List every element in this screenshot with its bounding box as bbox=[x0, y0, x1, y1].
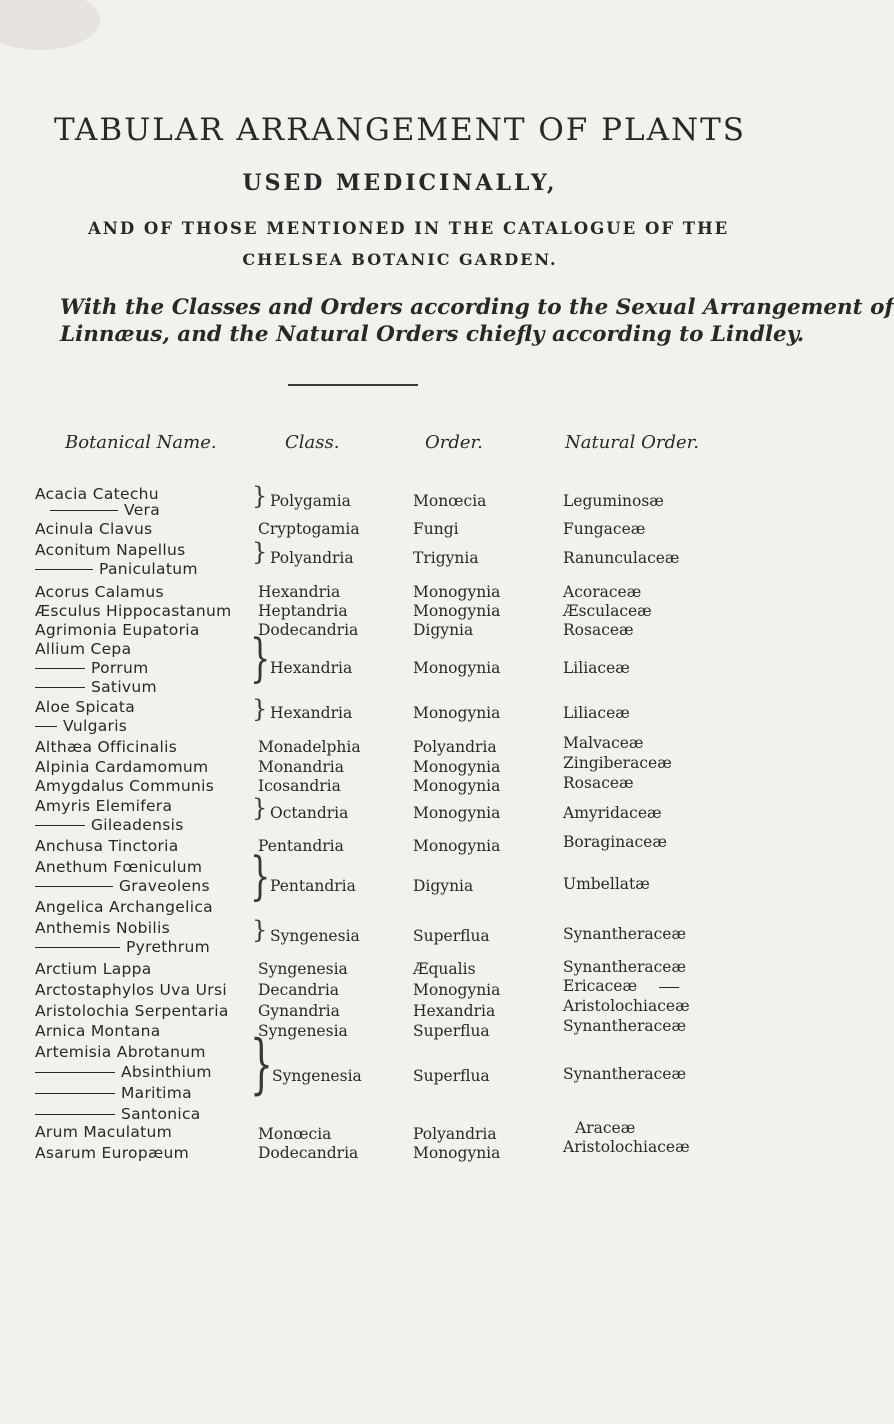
botanical-name: Angelica Archangelica bbox=[35, 898, 213, 916]
order-cell: Trigynia bbox=[413, 549, 479, 567]
brace-bracket: } bbox=[252, 695, 268, 723]
natural-order-cell: Ericaceæ bbox=[563, 978, 685, 995]
botanical-name: Acacia Catechu bbox=[35, 485, 159, 503]
natural-order-cell: Aristolochiaceæ bbox=[563, 997, 690, 1015]
order-cell: Monogynia bbox=[413, 758, 501, 776]
botanical-name-variety: Vulgaris bbox=[35, 718, 127, 735]
botanical-name: Anethum Fœniculum bbox=[35, 858, 203, 876]
natural-order-cell: Liliaceæ bbox=[563, 704, 630, 722]
intro-line-1: With the Classes and Orders according to the Sexual Arrangement of bbox=[60, 295, 894, 320]
botanical-name-variety: Maritima bbox=[35, 1085, 192, 1102]
subtitle-garden: CHELSEA BOTANIC GARDEN. bbox=[242, 250, 558, 269]
class-cell: Hexandria bbox=[258, 583, 341, 601]
botanical-name-variety: Pyrethrum bbox=[35, 939, 210, 956]
botanical-name-variety: Graveolens bbox=[35, 878, 210, 895]
natural-order-cell: Zingiberaceæ bbox=[563, 754, 672, 772]
subtitle-used-medicinally: USED MEDICINALLY, bbox=[242, 170, 558, 196]
natural-order-cell: Amyridaceæ bbox=[563, 804, 662, 822]
natural-order-cell: Synantheraceæ bbox=[563, 958, 687, 976]
order-cell: Monogynia bbox=[413, 777, 501, 795]
order-cell: Monœcia bbox=[413, 492, 487, 510]
order-cell: Æqualis bbox=[413, 960, 476, 978]
order-cell: Polyandria bbox=[413, 738, 497, 756]
order-cell: Digynia bbox=[413, 877, 474, 895]
order-cell: Fungi bbox=[413, 520, 459, 538]
header-order: Order. bbox=[425, 432, 483, 453]
class-cell: Octandria bbox=[270, 804, 349, 822]
header-natural-order: Natural Order. bbox=[565, 432, 700, 453]
botanical-name: Acorus Calamus bbox=[35, 583, 164, 601]
natural-order-cell: Synantheraceæ bbox=[563, 1065, 687, 1083]
header-botanical-name: Botanical Name. bbox=[65, 432, 217, 453]
botanical-name: Asarum Europæum bbox=[35, 1144, 190, 1162]
class-cell: Decandria bbox=[258, 981, 340, 999]
brace-bracket: } bbox=[250, 1028, 273, 1102]
order-cell: Superflua bbox=[413, 1022, 490, 1040]
order-cell: Monogynia bbox=[413, 602, 501, 620]
class-cell: Syngenesia bbox=[258, 1022, 348, 1040]
botanical-name: Arnica Montana bbox=[35, 1022, 161, 1040]
class-cell: Polyandria bbox=[270, 549, 354, 567]
class-cell: Monandria bbox=[258, 758, 344, 776]
class-cell: Heptandria bbox=[258, 602, 348, 620]
order-cell: Superflua bbox=[413, 1067, 490, 1085]
natural-order-cell: Malvaceæ bbox=[563, 734, 644, 752]
botanical-name: Aloe Spicata bbox=[35, 698, 136, 716]
natural-order-cell: Acoraceæ bbox=[563, 583, 642, 601]
natural-order-cell: Fungaceæ bbox=[563, 520, 646, 538]
botanical-name: Acinula Clavus bbox=[35, 520, 153, 538]
botanical-name-variety: Absinthium bbox=[35, 1064, 212, 1081]
botanical-name: Arum Maculatum bbox=[35, 1123, 173, 1141]
botanical-name-variety: Gileadensis bbox=[35, 817, 184, 834]
natural-order-cell: Leguminosæ bbox=[563, 492, 664, 510]
brace-bracket: } bbox=[250, 627, 271, 689]
botanical-name: Althæa Officinalis bbox=[35, 738, 178, 756]
natural-order-cell: Rosaceæ bbox=[563, 621, 634, 639]
page-stain bbox=[0, 0, 100, 50]
natural-order-cell: Boraginaceæ bbox=[563, 833, 667, 851]
class-cell: Syngenesia bbox=[272, 1067, 362, 1085]
botanical-name: Arctium Lappa bbox=[35, 960, 152, 978]
brace-bracket: } bbox=[252, 916, 268, 944]
class-cell: Dodecandria bbox=[258, 1144, 359, 1162]
order-cell: Monogynia bbox=[413, 704, 501, 722]
botanical-name-variety: Sativum bbox=[35, 679, 157, 696]
order-cell: Monogynia bbox=[413, 804, 501, 822]
order-cell: Monogynia bbox=[413, 659, 501, 677]
subtitle-catalogue: AND OF THOSE MENTIONED IN THE CATALOGUE OF THE bbox=[88, 219, 730, 238]
order-cell: Digynia bbox=[413, 621, 474, 639]
class-cell: Gynandria bbox=[258, 1002, 340, 1020]
order-cell: Superflua bbox=[413, 927, 490, 945]
class-cell: Polygamia bbox=[270, 492, 351, 510]
class-cell: Hexandria bbox=[270, 704, 353, 722]
botanical-name: Aconitum Napellus bbox=[35, 541, 186, 559]
brace-bracket: } bbox=[252, 794, 268, 822]
botanical-name: Agrimonia Eupatoria bbox=[35, 621, 200, 639]
botanical-name: Amyris Elemifera bbox=[35, 797, 173, 815]
class-cell: Hexandria bbox=[270, 659, 353, 677]
natural-order-cell: Araceæ bbox=[575, 1119, 636, 1137]
botanical-name: Anthemis Nobilis bbox=[35, 919, 170, 937]
botanical-name-variety: Santonica bbox=[35, 1106, 201, 1123]
natural-order-cell: Umbellatæ bbox=[563, 875, 650, 893]
page-title: TABULAR ARRANGEMENT OF PLANTS bbox=[53, 112, 747, 148]
class-cell: Monadelphia bbox=[258, 738, 361, 756]
class-cell: Pentandria bbox=[258, 837, 344, 855]
order-cell: Polyandria bbox=[413, 1125, 497, 1143]
botanical-name: Aristolochia Serpentaria bbox=[35, 1002, 229, 1020]
order-cell: Monogynia bbox=[413, 1144, 501, 1162]
botanical-name: Anchusa Tinctoria bbox=[35, 837, 179, 855]
botanical-name: Artemisia Abrotanum bbox=[35, 1043, 206, 1061]
natural-order-cell: Synantheraceæ bbox=[563, 1017, 687, 1035]
class-cell: Pentandria bbox=[270, 877, 356, 895]
order-cell: Monogynia bbox=[413, 981, 501, 999]
brace-bracket: } bbox=[252, 482, 268, 510]
natural-order-cell: Rosaceæ bbox=[563, 774, 634, 792]
class-cell: Dodecandria bbox=[258, 621, 359, 639]
botanical-name-variety: Porrum bbox=[35, 660, 148, 677]
natural-order-cell: Aristolochiaceæ bbox=[563, 1138, 690, 1156]
botanical-name: Arctostaphylos Uva Ursi bbox=[35, 981, 227, 999]
natural-order-cell: Liliaceæ bbox=[563, 659, 630, 677]
botanical-name: Alpinia Cardamomum bbox=[35, 758, 209, 776]
botanical-name-variety: Vera bbox=[50, 502, 160, 519]
brace-bracket: } bbox=[250, 845, 271, 907]
class-cell: Syngenesia bbox=[258, 960, 348, 978]
botanical-name: Allium Cepa bbox=[35, 640, 132, 658]
header-class: Class. bbox=[285, 432, 340, 453]
botanical-name: Amygdalus Communis bbox=[35, 777, 215, 795]
natural-order-cell: Ranunculaceæ bbox=[563, 549, 680, 567]
order-cell: Monogynia bbox=[413, 583, 501, 601]
botanical-name: Æsculus Hippocastanum bbox=[35, 602, 232, 620]
natural-order-cell: Æsculaceæ bbox=[563, 602, 652, 620]
brace-bracket: } bbox=[252, 538, 268, 566]
class-cell: Monœcia bbox=[258, 1125, 332, 1143]
class-cell: Icosandria bbox=[258, 777, 341, 795]
class-cell: Cryptogamia bbox=[258, 520, 360, 538]
botanical-name-variety: Paniculatum bbox=[35, 561, 198, 578]
order-cell: Monogynia bbox=[413, 837, 501, 855]
order-cell: Hexandria bbox=[413, 1002, 496, 1020]
class-cell: Syngenesia bbox=[270, 927, 360, 945]
natural-order-cell: Synantheraceæ bbox=[563, 925, 687, 943]
intro-line-2: Linnæus, and the Natural Orders chiefly according to Lindley. bbox=[60, 322, 805, 347]
divider-rule bbox=[288, 384, 418, 386]
